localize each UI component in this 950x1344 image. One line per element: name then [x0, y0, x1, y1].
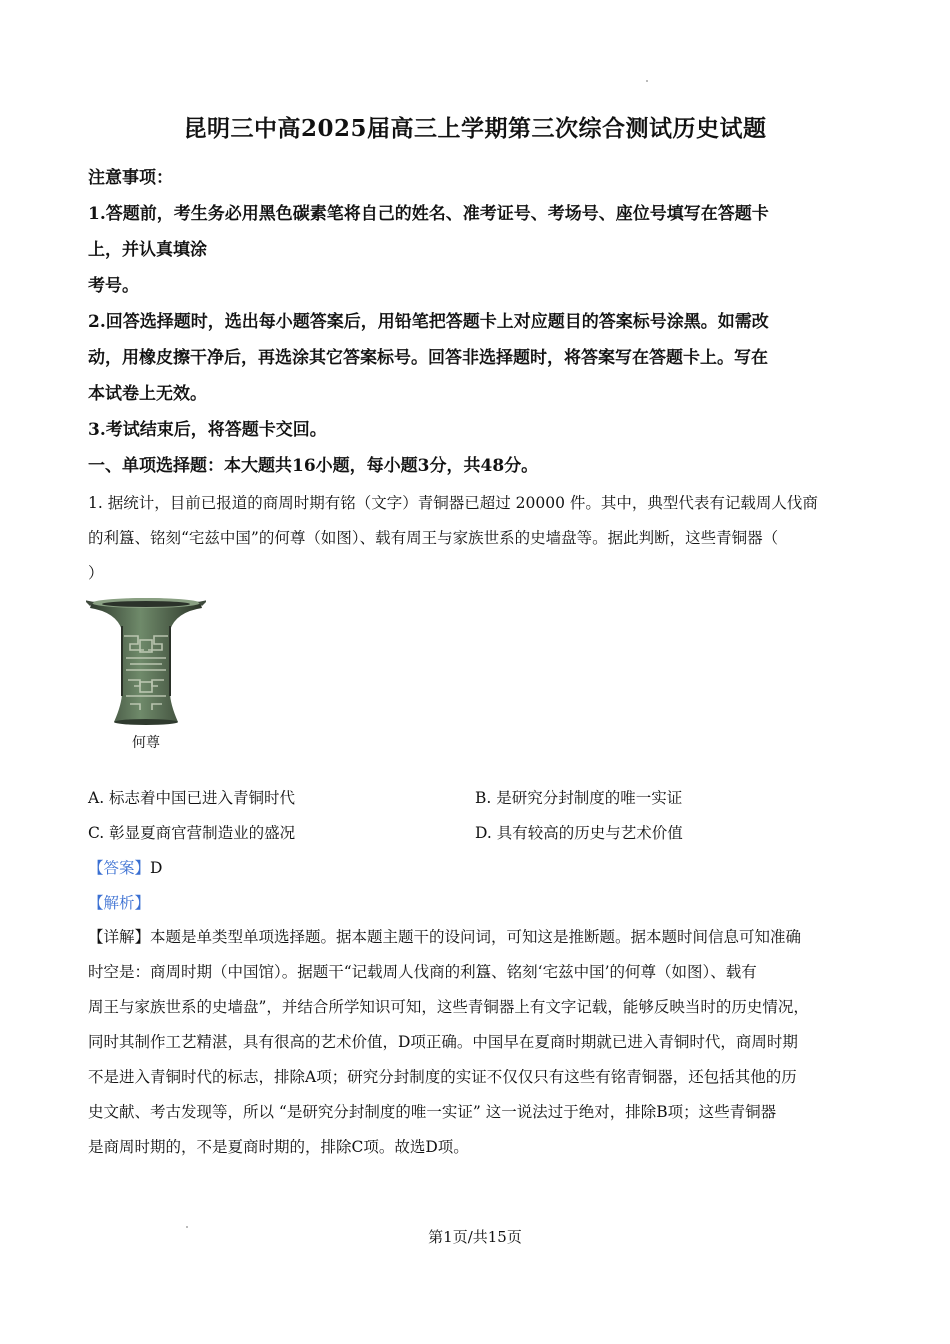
he-zun-vessel-image [86, 596, 206, 728]
page-footer: 第1页/共15页 [428, 1228, 522, 1246]
notice-item-2: 2.回答选择题时，选出每小题答案后，用铅笔把答题卡上对应题目的答案标号涂黑。如需改 [88, 312, 769, 332]
page-title: 昆明三中高2025届高三上学期第三次综合测试历史试题 [183, 115, 767, 142]
question-1-line: ） [88, 564, 104, 582]
notice-heading: 注意事项： [88, 168, 173, 188]
analysis-line: 不是进入青铜时代的标志，排除A项；研究分封制度的实证不仅仅只有这些有铭青铜器，还包括其他的历 [88, 1068, 797, 1086]
analysis-line: 同时其制作工艺精湛，具有很高的艺术价值，D项正确。中国早在夏商时期就已进入青铜时代，商周时期 [88, 1033, 798, 1051]
notice-item-3: 3.考试结束后，将答题卡交回。 [88, 420, 327, 440]
notice-block [88, 160, 868, 484]
analysis-line: 史文献、考古发现等，所以 “是研究分封制度的唯一实证” 这一说法过于绝对，排除B项；这些青铜器 [88, 1103, 777, 1121]
analysis-label: 【解析】 [88, 894, 151, 912]
option-b: B. 是研究分封制度的唯一实证 [475, 789, 683, 807]
notice-item-2-cont: 动，用橡皮擦干净后，再选涂其它答案标号。回答非选择题时，将答案写在答题卡上。写在 [88, 348, 768, 368]
option-c: C. 彰显夏商官营制造业的盛况 [88, 824, 296, 842]
analysis-line: 是商周时期的，不是夏商时期的，排除C项。故选D项。 [88, 1138, 469, 1156]
question-1-line: 的利簋、铭刻“宅兹中国”的何尊（如图）、载有周王与家族世系的史墙盘等。据此判断，这些青铜器（ [88, 529, 779, 547]
notice-item-1-cont: 上，并认真填涂 [88, 240, 207, 260]
analysis-heading [88, 891, 150, 913]
option-d: D. 具有较高的历史与艺术价值 [475, 824, 683, 842]
analysis-line: 【详解】本题是单类型单项选择题。据本题主题干的设问词，可知这是推断题。据本题时间信息可知准确 [88, 928, 802, 946]
question-1-stem [88, 486, 868, 591]
figure-caption: 何尊 [132, 735, 160, 751]
answer-line [88, 856, 162, 878]
analysis-line: 时空是：商周时期（中国馆）。据题干“记载周人伐商的利簋、铭刻‘宅兹中国’的何尊（如图）、载有 [88, 963, 757, 981]
question-1-line: 1. 据统计，目前已报道的商周时期有铭（文字）青铜器已超过 20000 件。其中，典型代表有记载周人伐商 [88, 494, 818, 512]
stray-mark [646, 80, 648, 82]
analysis-detail [88, 920, 868, 1165]
notice-item-1-cont: 考号。 [88, 276, 139, 296]
answer-label: 【答案】 [88, 859, 151, 877]
detail-label: 【详解】 [88, 928, 151, 946]
he-zun-figure [84, 596, 208, 752]
analysis-line: 周王与家族世系的史墙盘”，并结合所学知识可知，这些青铜器上有文字记载，能够反映当时的历史情况， [88, 998, 809, 1016]
section-heading: 一、单项选择题：本大题共16小题，每小题3分，共48分。 [88, 456, 539, 476]
answer-value: D [150, 859, 163, 877]
notice-item-2-cont: 本试卷上无效。 [88, 384, 207, 404]
notice-item-1: 1.答题前，考生务必用黑色碳素笔将自己的姓名、准考证号、考场号、座位号填写在答题卡 [88, 204, 769, 224]
option-a: A. 标志着中国已进入青铜时代 [88, 789, 296, 807]
